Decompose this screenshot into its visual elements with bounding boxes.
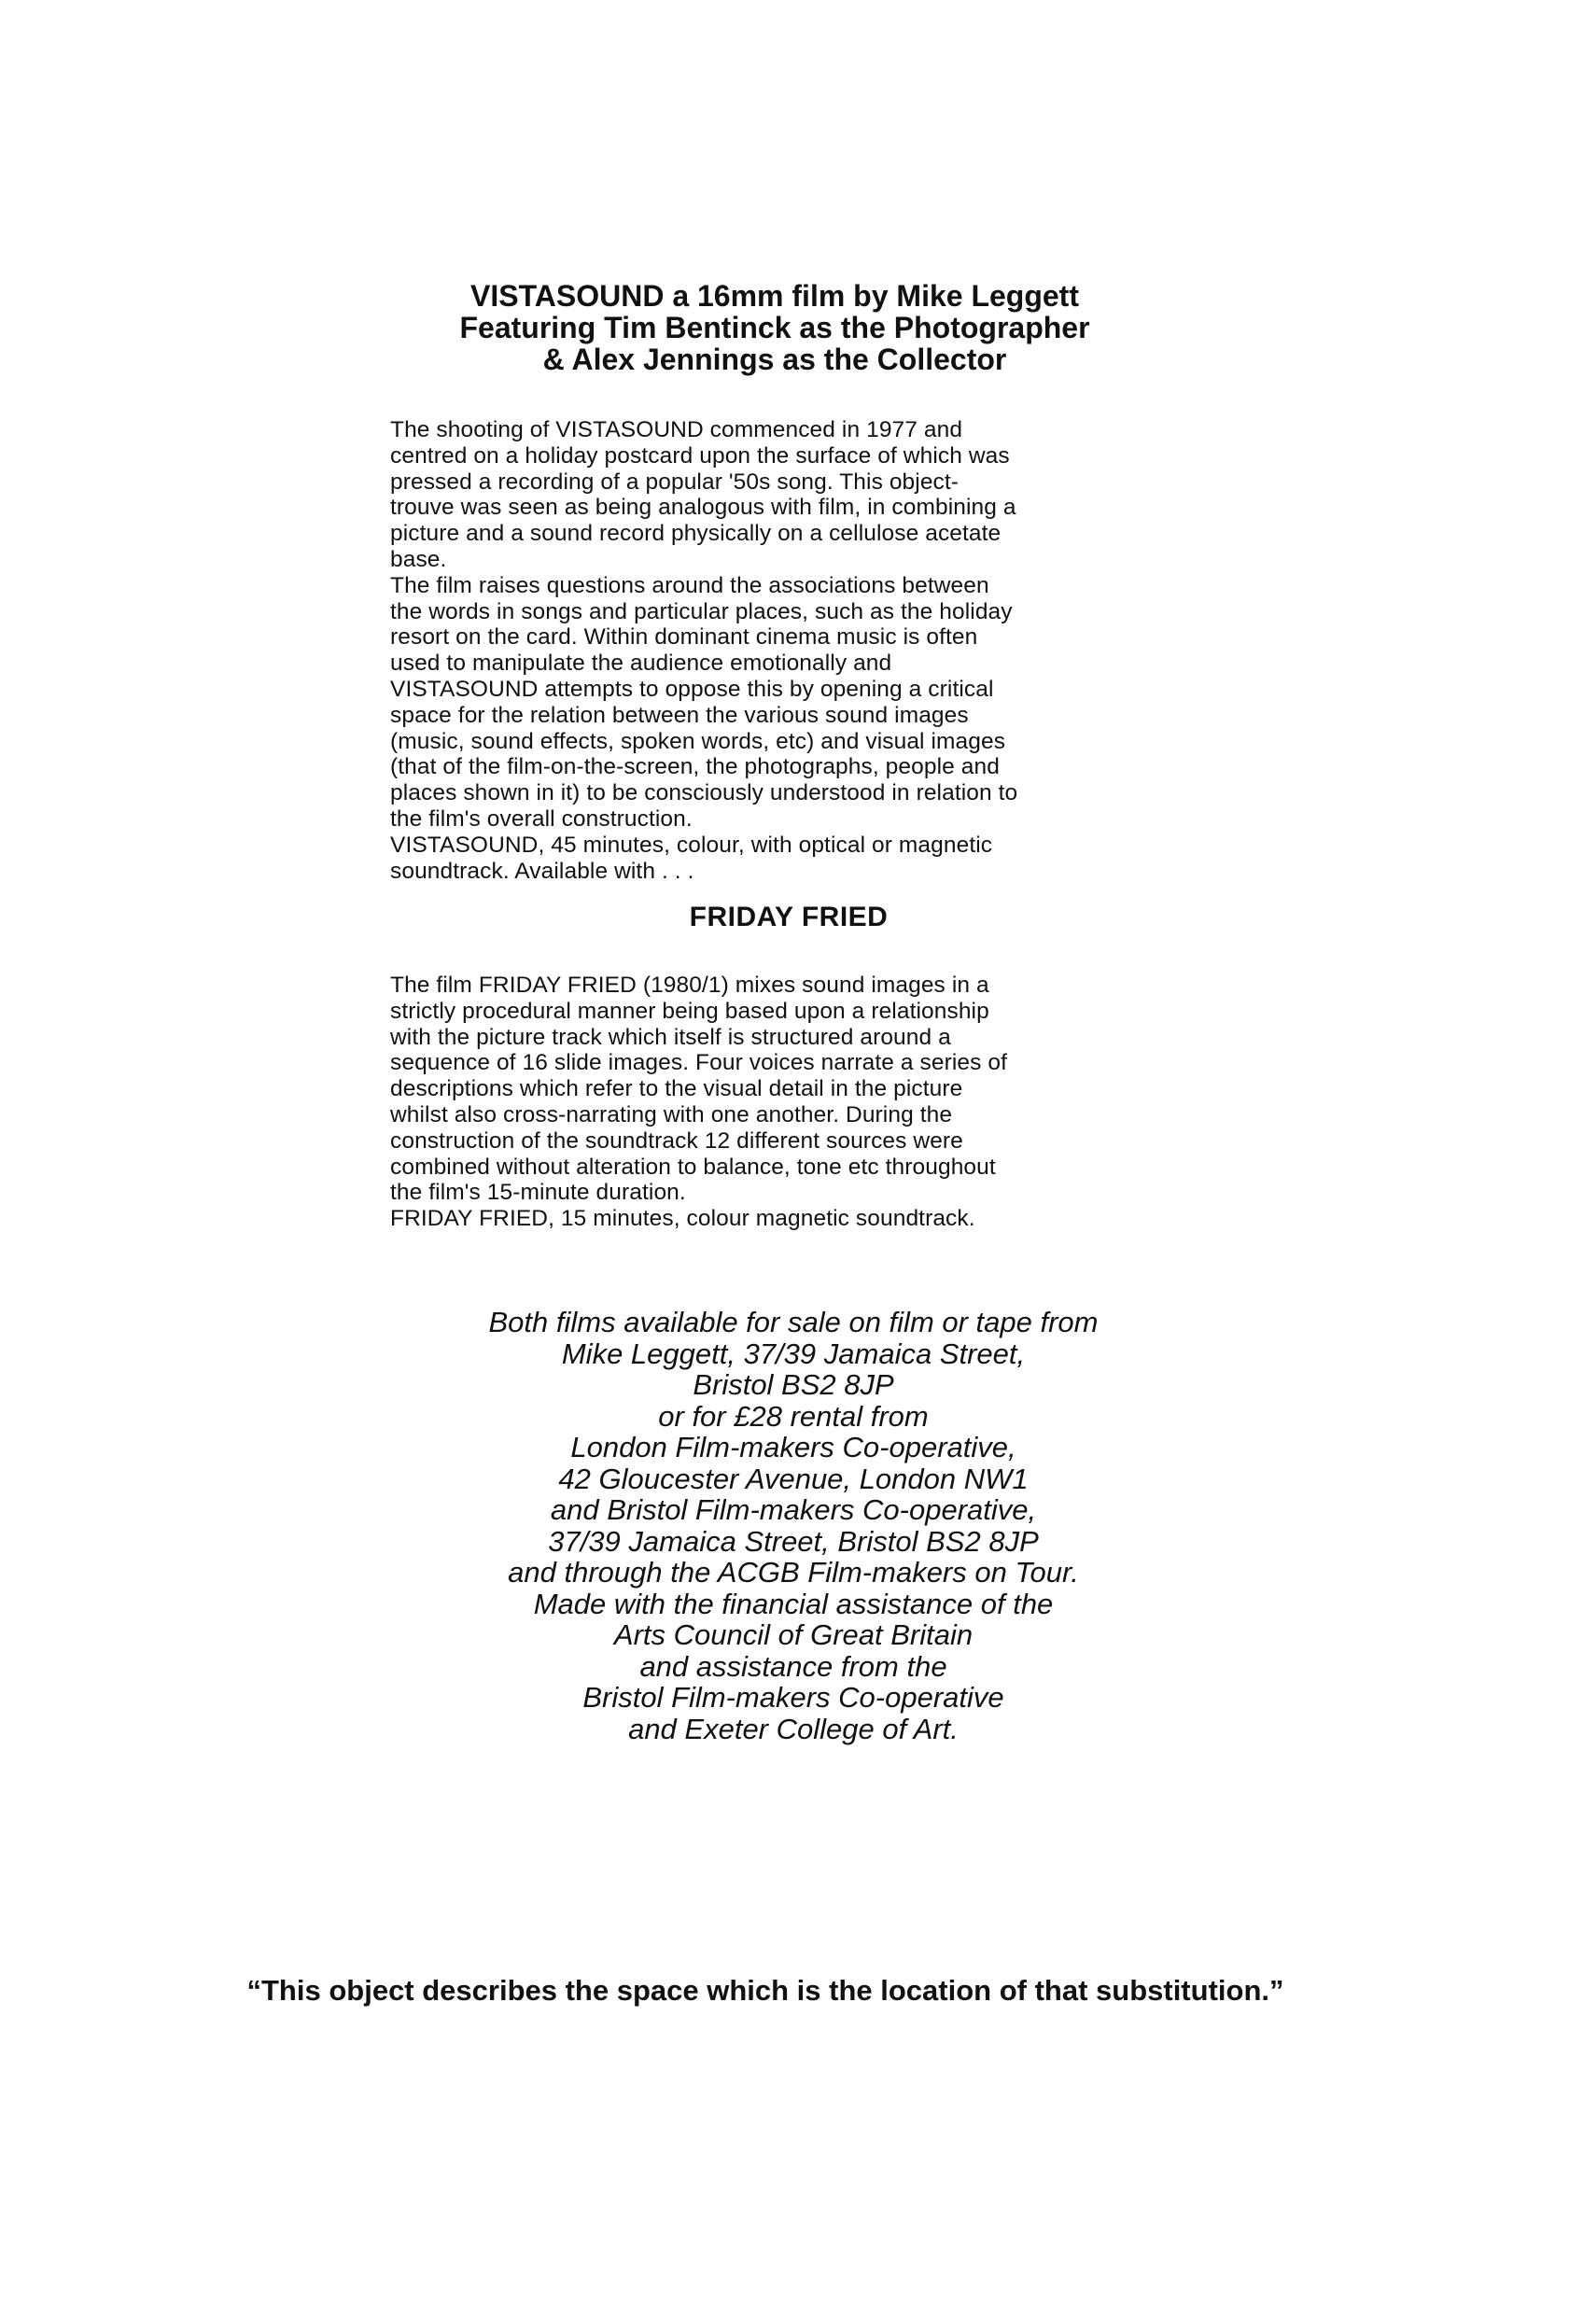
availability-line: or for £28 rental from xyxy=(658,1399,929,1433)
vistasound-line: the words in songs and particular places, such as the holiday xyxy=(390,598,1013,624)
vistasound-description xyxy=(390,417,1156,884)
vistasound-line: VISTASOUND attempts to oppose this by opening a critical xyxy=(390,676,994,702)
vistasound-line: used to manipulate the audience emotionally and xyxy=(390,651,892,677)
vistasound-line: centred on a holiday postcard upon the surface of which was xyxy=(390,442,1010,469)
vistasound-line: space for the relation between the various sound images xyxy=(390,702,969,728)
availability-line: and Bristol Film-makers Co-operative, xyxy=(550,1493,1037,1526)
vistasound-line: The shooting of VISTASOUND commenced in 1977 and xyxy=(390,417,963,442)
vistasound-line: picture and a sound record physically on a cellulose acetate xyxy=(390,521,1002,547)
availability-line: and assistance from the xyxy=(639,1649,947,1683)
availability-line: and through the ACGB Film-makers on Tour. xyxy=(508,1556,1079,1589)
availability-line: Bristol BS2 8JP xyxy=(693,1368,894,1401)
availability-notice xyxy=(355,1307,1232,1744)
friday-line: combined without alteration to balance, tone etc throughout xyxy=(390,1154,996,1180)
vistasound-line: VISTASOUND, 45 minutes, colour, with optical or magnetic xyxy=(390,832,993,858)
availability-line: 42 Gloucester Avenue, London NW1 xyxy=(558,1462,1029,1495)
page-header xyxy=(280,280,1269,375)
vistasound-line: resort on the card. Within dominant cinema music is often xyxy=(390,624,978,651)
friday-line: FRIDAY FRIED, 15 minutes, colour magnetic soundtrack. xyxy=(390,1206,975,1232)
header-line-3: & Alex Jennings as the Collector xyxy=(542,343,1007,376)
header-line-2: Featuring Tim Bentinck as the Photographer xyxy=(459,311,1090,344)
vistasound-line: base. xyxy=(390,546,447,572)
availability-line: Both films available for sale on film or tape from xyxy=(488,1306,1099,1338)
vistasound-line: places shown in it) to be consciously understood in relation to xyxy=(390,780,1018,806)
vistasound-line: trouve was seen as being analogous with film, in combining a xyxy=(390,495,1016,521)
friday-line: sequence of 16 slide images. Four voices narrate a series of xyxy=(390,1050,1008,1076)
availability-line: 37/39 Jamaica Street, Bristol BS2 8JP xyxy=(548,1524,1039,1558)
friday-line: descriptions which refer to the visual detail in the picture xyxy=(390,1076,963,1102)
availability-line: and Exeter College of Art. xyxy=(628,1712,959,1745)
availability-line: Arts Council of Great Britain xyxy=(613,1618,974,1651)
friday-line: The film FRIDAY FRIED (1980/1) mixes sound images in a xyxy=(390,973,989,998)
availability-line: Mike Leggett, 37/39 Jamaica Street, xyxy=(561,1337,1026,1370)
closing-quote: “This object describes the space which is the location of that substitution.” xyxy=(246,1974,1284,2007)
friday-fried-heading: FRIDAY FRIED xyxy=(689,902,889,932)
availability-line: Made with the financial assistance of the xyxy=(533,1587,1054,1620)
availability-line: London Film-makers Co-operative, xyxy=(570,1431,1016,1463)
header-line-1: VISTASOUND a 16mm film by Mike Leggett xyxy=(470,279,1079,313)
vistasound-line: (music, sound effects, spoken words, etc) and visual images xyxy=(390,728,1006,754)
vistasound-line: soundtrack. Available with . . . xyxy=(390,858,694,884)
vistasound-line: pressed a recording of a popular '50s song. This object- xyxy=(390,469,960,495)
friday-line: the film's 15-minute duration. xyxy=(390,1180,686,1206)
vistasound-line: The film raises questions around the associations between xyxy=(390,572,989,598)
friday-line: with the picture track which itself is structured around a xyxy=(390,1024,951,1050)
vistasound-line: (that of the film-on-the-screen, the photographs, people and xyxy=(390,754,1000,780)
availability-line: Bristol Film-makers Co-operative xyxy=(582,1681,1004,1714)
friday-line: construction of the soundtrack 12 different sources were xyxy=(390,1127,963,1154)
vistasound-line: the film's overall construction. xyxy=(390,805,693,832)
friday-line: whilst also cross-narrating with one another. During the xyxy=(390,1101,953,1127)
friday-fried-description xyxy=(390,973,1156,1232)
friday-line: strictly procedural manner being based upon a relationship xyxy=(390,998,989,1024)
